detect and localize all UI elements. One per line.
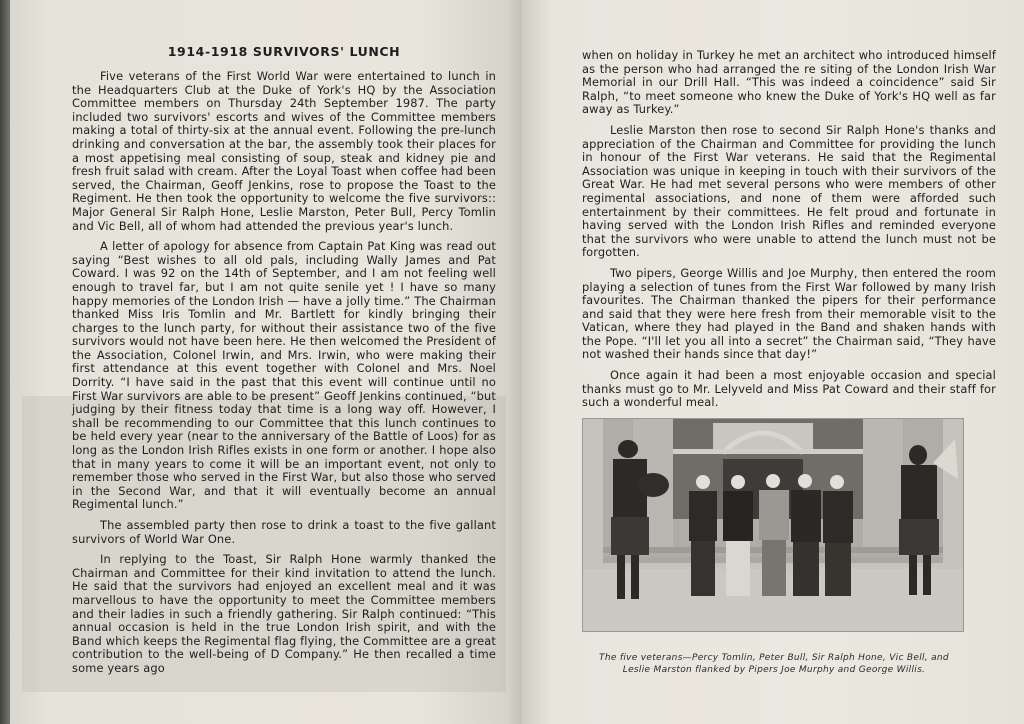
- paragraph: Five veterans of the First World War were entertained to lunch in the Headquarters Club at the Duke of York's HQ by the Association Committee members on Thursday 24th September 1987. The party included two survivors' escorts and wives of the Committee members making a total of thirty-six at the annual event. Following the pre-lunch drinking and conversation at the bar, the assembly took their places for a most appetising meal consisting of soup, steak and kidney pie and fresh fruit salad with cream. After the Loyal Toast when coffee had been served, the Chairman, Geoff Jenkins, rose to propose the Toast to the Regiment. He then took the opportunity to welcome the five survivors:: Major General Sir Ralph Hone, Leslie Marston, Peter Bull, Percy Tomlin and Vic Bell, all of whom had attended the previous year's lunch.: [72, 69, 496, 233]
- paragraph: A letter of apology for absence from Captain Pat King was read out saying “Best wishes to all old pals, including Wally James and Pat Coward. I was 92 on the 14th of September, and I am not feeling well enough to travel far, but I am not quite senile yet ! I have so many happy memories of the London Irish — have a jolly time.” The Chairman thanked Miss Iris Tomlin and Mr. Bartlett for kindly bringing their charges to the lunch party, for without their assistance two of the five survivors would not have been here. He then welcomed the President of the Association, Colonel Irwin, and Mrs. Irwin, who were making their first attendance at this event together with Colonel and Mrs. Noel Dorrity. “I have said in the past that this event will continue until no First War survivors are able to be present” Geoff Jenkins continued, “but judging by their fitness today that time is a long way off. However, I shall be recommending to our Committee that this lunch continues to be held every year (near to the anniversary of the Battle of Loos) for as long as the London Irish Rifles exists in one form or another. I hope also that in many years to come it will be an important event, not only to remember those who served in the First War, but also those who served in the Second War, and that it will eventually become an annual Regimental lunch.”: [72, 239, 496, 512]
- paragraph: In replying to the Toast, Sir Ralph Hone warmly thanked the Chairman and Committee for their kind invitation to attend the lunch. He said that the survivors had enjoyed an excellent meal and it was marvellous to have the opportunity to meet the Committee members and their ladies in such a friendly gathering. Sir Ralph continued: “This annual occasion is held in the true London Irish spirit, and with the Band which keeps the Regimental flag flying, the Committee are a great contribution to the well-being of D Company.” He then recalled a time some years ago: [72, 552, 496, 675]
- photo-illustration: [583, 419, 963, 631]
- veterans-photo: [582, 418, 964, 632]
- veterans-group: [689, 474, 853, 596]
- photo-caption: The five veterans—Percy Tomlin, Peter Bull, Sir Ralph Hone, Vic Bell, and Leslie Marston flanked by Pipers Joe Murphy and George Willis.: [599, 653, 949, 675]
- paragraph: when on holiday in Turkey he met an architect who introduced himself as the person who had arranged the re siting of the London Irish War Memorial in our Drill Hall. “This was indeed a coincidence” said Sir Ralph, “to meet someone who knew the Duke of York's HQ well as far away as Turkey.”: [582, 48, 996, 117]
- left-page-text: [72, 44, 496, 683]
- right-page-text: [582, 49, 996, 417]
- paragraph: Once again it had been a most enjoyable occasion and special thanks must go to Mr. Lelyveld and Miss Pat Coward and their staff for such a wonderful meal.: [582, 368, 996, 410]
- article-title: 1914-1918 SURVIVORS' LUNCH: [167, 44, 401, 59]
- paragraph: Two pipers, George Willis and Joe Murphy, then entered the room playing a selection of tunes from the First War followed by many Irish favourites. The Chairman thanked the pipers for their performance and said that they were here fresh from their memorable visit to the Vatican, where they had played in the Band and shaken hands with the Pope. “I'll let you all into a secret” the Chairman said, “They have not washed their hands since that day!”: [582, 265, 996, 362]
- paragraph: The assembled party then rose to drink a toast to the five gallant survivors of World War One.: [72, 518, 496, 546]
- paragraph: Leslie Marston then rose to second Sir Ralph Hone's thanks and appreciation of the Chairman and Committee for providing the lunch in honour of the First War veterans. He said that the Regimental Association was unique in keeping in touch with their survivors of the Great War. He had met several persons who were members of other regimental associations, and none of them were afforded such entertainment by their committees. He felt proud and fortunate in having served with the London Irish Rifles and reminded everyone that the survivors who were unable to attend the lunch must not be forgotten.: [582, 122, 996, 260]
